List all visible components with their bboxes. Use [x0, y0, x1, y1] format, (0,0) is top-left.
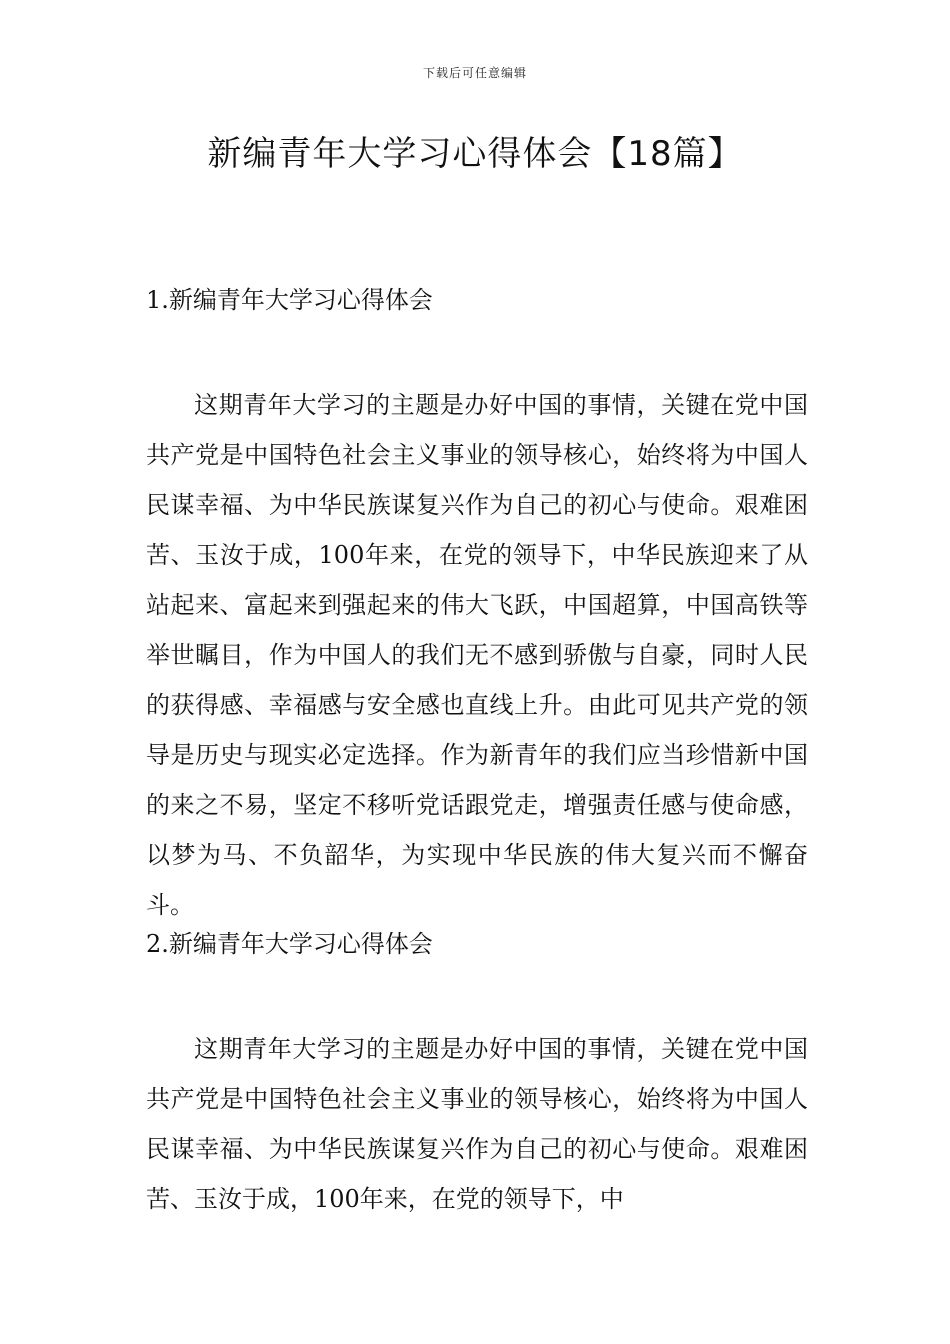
section-2 — [146, 924, 808, 1224]
section-paragraph: 这期青年大学习的主题是办好中国的事情，关键在党中国共产党是中国特色社会主义事业的领导核心，始终将为中国人民谋幸福、为中华民族谋复兴作为自己的初心与使命。艰难困苦、玉汝于成，100年来，在党的领导下，中 — [146, 1035, 808, 1213]
header-note: 下载后可任意编辑 — [422, 66, 527, 80]
section-paragraph: 这期青年大学习的主题是办好中国的事情，关键在党中国共产党是中国特色社会主义事业的领导核心，始终将为中国人民谋幸福、为中华民族谋复兴作为自己的初心与使命。艰难困苦、玉汝于成，100年来，在党的领导下，中华民族迎来了从站起来、富起来到强起来的伟大飞跃，中国超算，中国高铁等举世瞩目，作为中国人的我们无不感到骄傲与自豪，同时人民的获得感、幸福感与安全感也直线上升。由此可见共产党的领导是历史与现实必定选择。作为新青年的我们应当珍惜新中国的来之不易，坚定不移听党话跟党走，增强责任感与使命感，以梦为马、不负韶华，为实现中华民族的伟大复兴而不懈奋斗。 — [146, 391, 808, 919]
section-1 — [146, 280, 808, 930]
section-heading: 1.新编青年大学习心得体会 — [146, 286, 433, 314]
document-body — [146, 280, 808, 1224]
section-heading: 2.新编青年大学习心得体会 — [146, 930, 433, 958]
document-title: 新编青年大学习心得体会【18篇】 — [207, 134, 743, 174]
